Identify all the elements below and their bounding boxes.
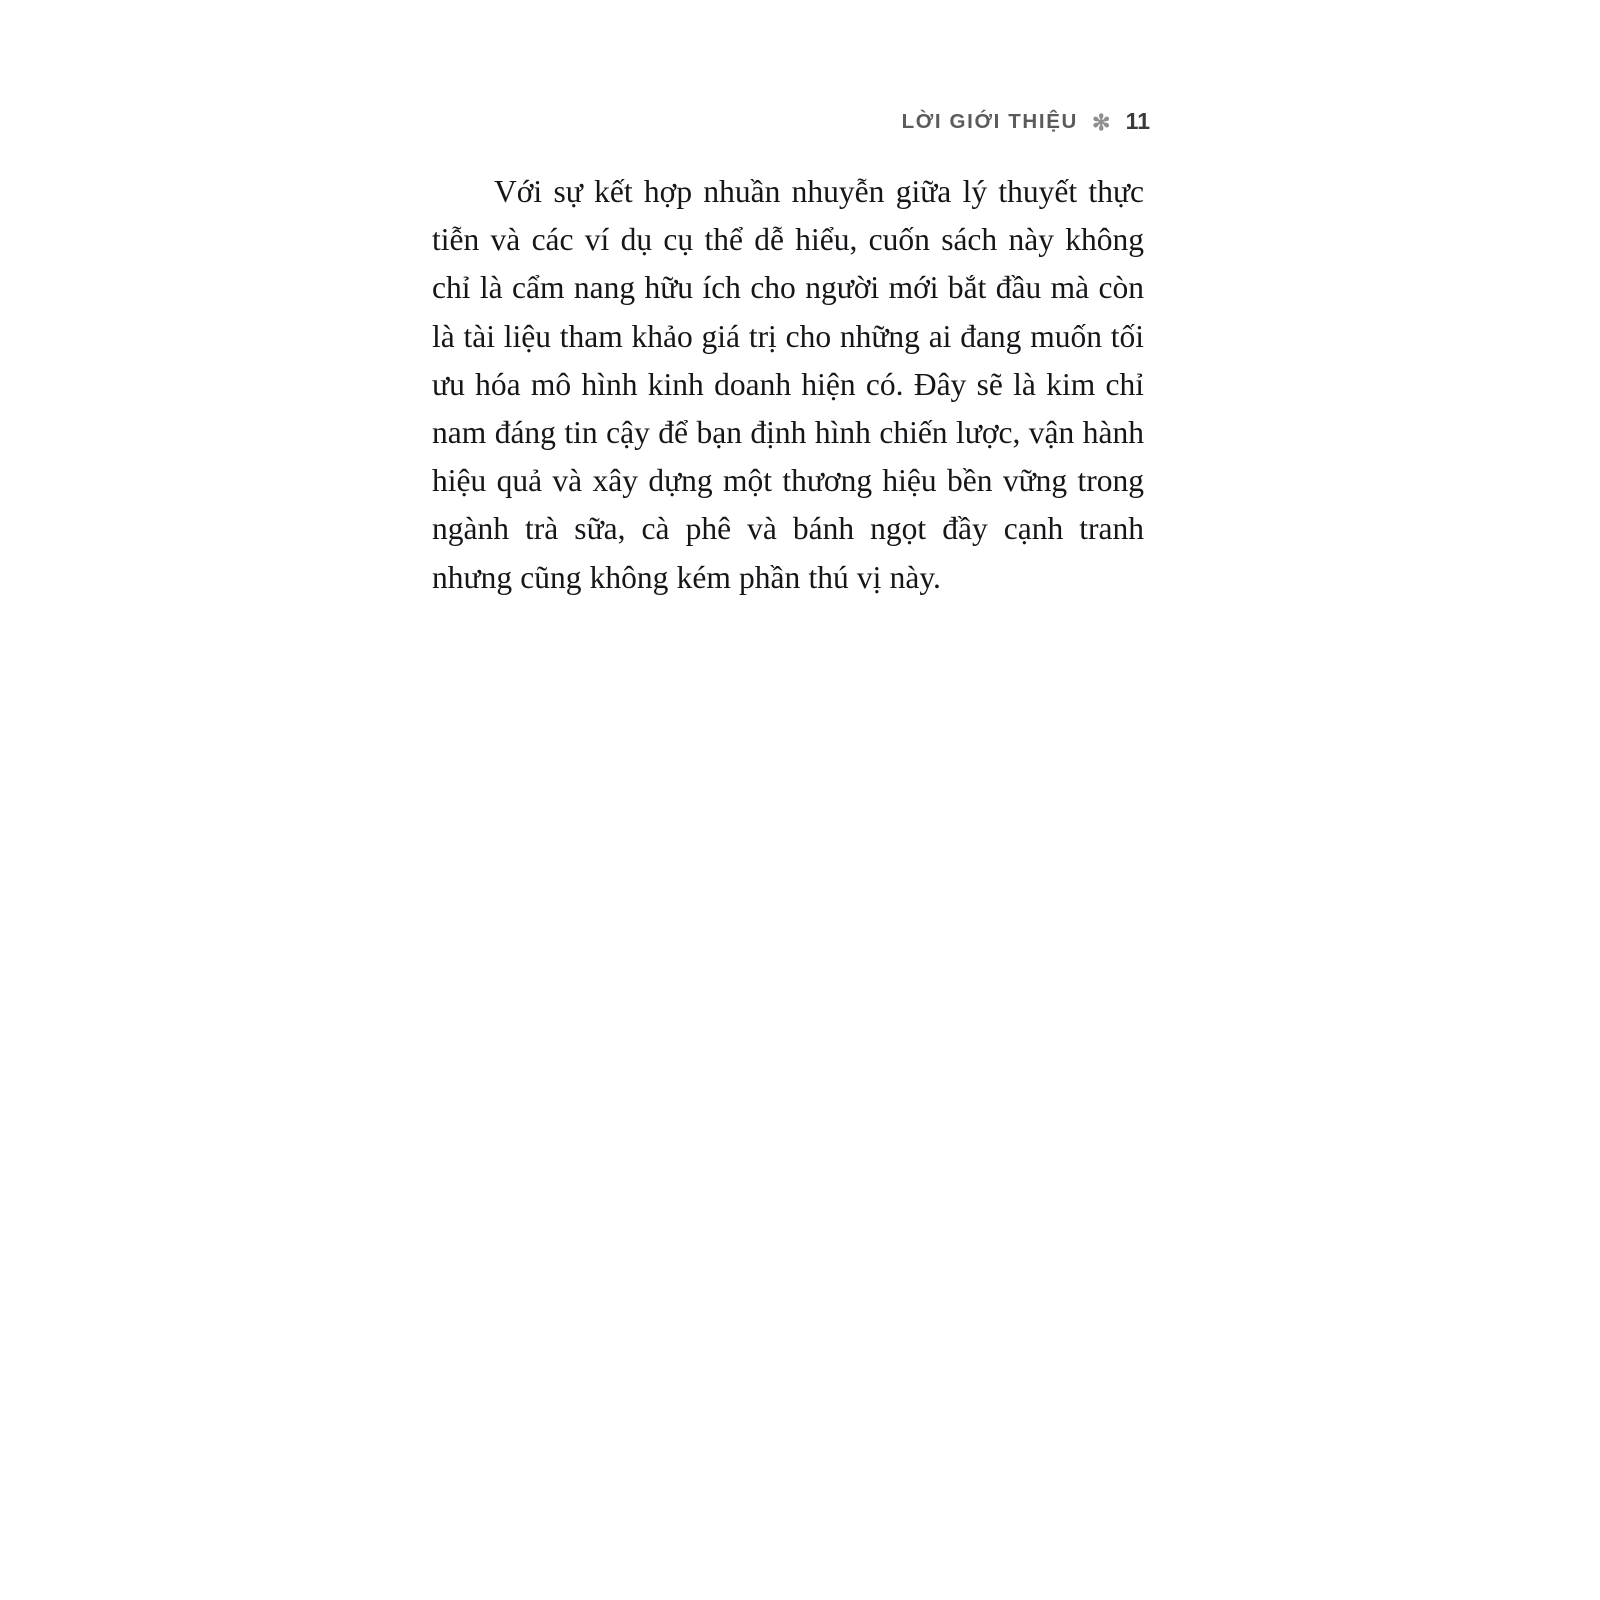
body-text-block: [432, 168, 1144, 602]
running-head: [440, 108, 1150, 135]
running-head-title: LỜI GIỚI THIỆU: [901, 109, 1078, 133]
asterisk-ornament-icon: ✻: [1091, 109, 1112, 135]
body-paragraph: Với sự kết hợp nhuần nhuyễn giữa lý thuyết thực tiễn và các ví dụ cụ thể dễ hiểu, cuốn sách này không chỉ là cẩm nang hữu ích cho người mới bắt đầu mà còn là tài liệu tham khảo giá trị cho những ai đang muốn tối ưu hóa mô hình kinh doanh hiện có. Đây sẽ là kim chỉ nam đáng tin cậy để bạn định hình chiến lược, vận hành hiệu quả và xây dựng một thương hiệu bền vững trong ngành trà sữa, cà phê và bánh ngọt đầy cạnh tranh nhưng cũng không kém phần thú vị này.: [432, 174, 1144, 595]
page-number: 11: [1125, 108, 1150, 134]
